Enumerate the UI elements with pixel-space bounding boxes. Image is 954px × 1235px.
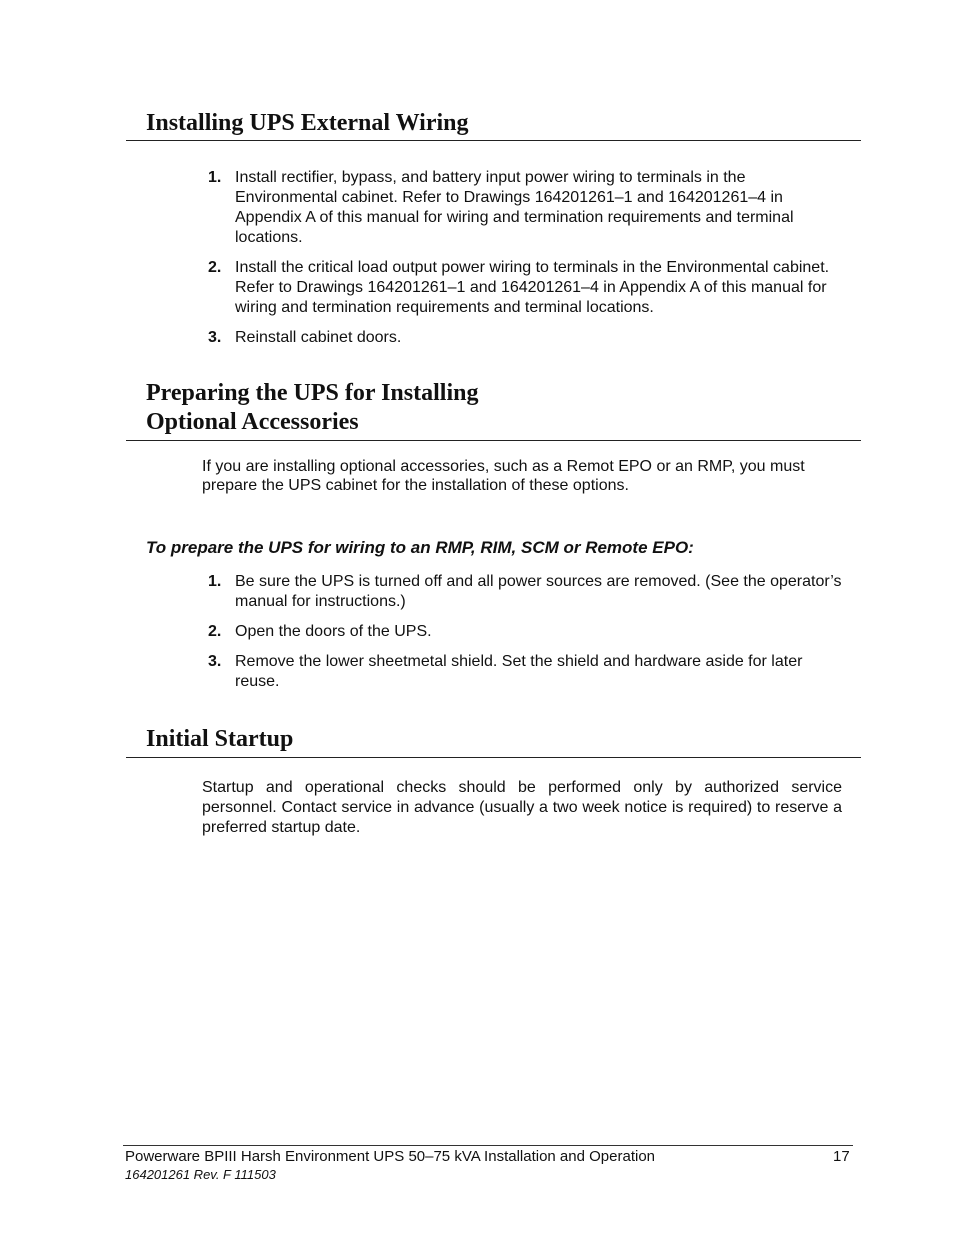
heading-line: Optional Accessories bbox=[146, 409, 359, 435]
step-number: 1. bbox=[208, 573, 222, 590]
footer-title: Powerware BPIII Harsh Environment UPS 50–75 kVA Installation and Operation bbox=[125, 1148, 656, 1165]
list-item bbox=[208, 652, 848, 692]
heading-line: Preparing the UPS for Installing bbox=[146, 380, 479, 406]
external-wiring-steps bbox=[208, 168, 848, 358]
section-heading-external-wiring: Installing UPS External Wiring bbox=[146, 110, 469, 136]
list-item bbox=[208, 328, 848, 348]
procedure-heading: To prepare the UPS for wiring to an RMP, RIM, SCM or Remote EPO: bbox=[146, 538, 694, 557]
list-item bbox=[208, 572, 848, 612]
step-text: Reinstall cabinet doors. bbox=[235, 329, 402, 346]
step-number: 2. bbox=[208, 259, 222, 276]
step-text: Open the doors of the UPS. bbox=[235, 623, 432, 640]
accessories-intro: If you are installing optional accessories, such as a Remot EPO or an RMP, you must prepare the UPS cabinet for the installation of these options. bbox=[202, 458, 805, 494]
list-item bbox=[208, 258, 848, 318]
step-text: Remove the lower sheetmetal shield. Set the shield and hardware aside for later reuse. bbox=[235, 653, 803, 690]
step-number: 3. bbox=[208, 329, 222, 346]
heading-rule bbox=[126, 757, 861, 758]
startup-body: Startup and operational checks should be performed only by authorized service personnel. Contact service in advance (usually a two week notice is required) to reserve a preferred startup date. bbox=[202, 779, 842, 836]
heading-rule bbox=[126, 440, 861, 441]
page-number: 17 bbox=[833, 1148, 850, 1165]
section-heading-preparing-ups bbox=[146, 379, 478, 437]
list-item bbox=[208, 622, 848, 642]
footer-revision: 164201261 Rev. F 111503 bbox=[125, 1167, 276, 1182]
step-number: 3. bbox=[208, 653, 222, 670]
heading-rule bbox=[126, 140, 861, 141]
step-number: 2. bbox=[208, 623, 222, 640]
list-item bbox=[208, 168, 848, 248]
step-number: 1. bbox=[208, 169, 222, 186]
footer-rule bbox=[123, 1145, 853, 1146]
step-text: Install the critical load output power wiring to terminals in the Environmental cabinet. Refer to Drawings 164201261–1 and 164201261–4 in Appendix A of this manual for wiring and termination requirements and terminal locations. bbox=[235, 259, 830, 316]
step-text: Install rectifier, bypass, and battery input power wiring to terminals in the Environmental cabinet. Refer to Drawings 164201261–1 and 164201261–4 in Appendix A of this manual for wiring and termination requirements and terminal locations. bbox=[235, 169, 794, 246]
step-text: Be sure the UPS is turned off and all power sources are removed. (See the operator’s manual for instructions.) bbox=[235, 573, 842, 610]
prepare-ups-steps bbox=[208, 572, 848, 702]
section-heading-initial-startup: Initial Startup bbox=[146, 726, 294, 752]
